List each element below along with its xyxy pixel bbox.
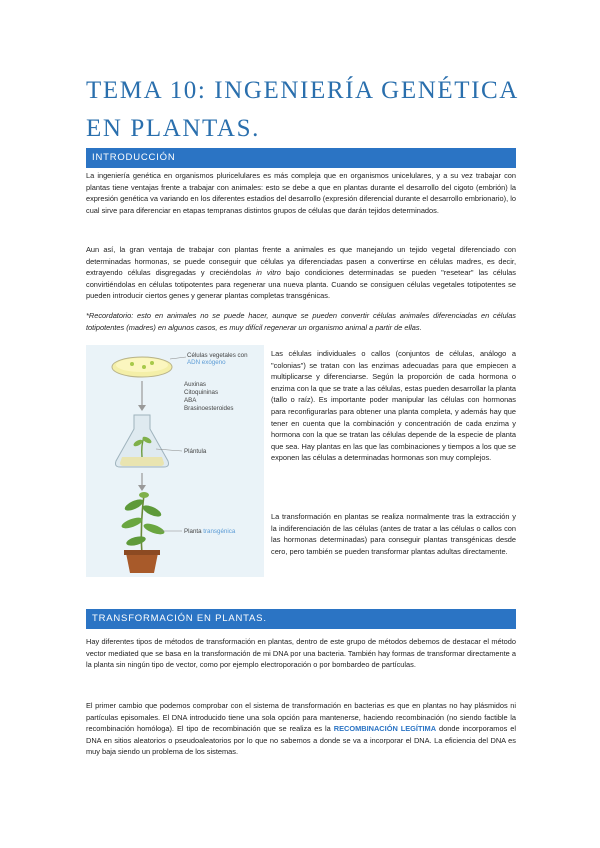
section-heading-transformacion: TRANSFORMACIÓN EN PLANTAS. [86, 609, 516, 629]
transform-paragraph-1: Hay diferentes tipos de métodos de transformación en plantas, dentro de este grupo de métodos debemos de destacar el método vector mediated que se basa en la transformación de mi DNA por una bacteria. También hay formas de transformar directamente a la planta sin ningún tipo de vector, como por ejemplo electroporación o por bombardeo de partículas. [86, 637, 516, 670]
callus-icon [150, 361, 154, 365]
callus-icon [130, 362, 134, 366]
intro-paragraph-2-a: Aun así, la gran ventaja de trabajar con plantas frente a animales es que manejando un tejido vegetal diferenciado con determinadas hormonas, se puede conseguir que células ya diferenciadas pasen a convertirse en células madres, es decir, extrayendo células disgregadas y creciéndolas [86, 245, 516, 278]
hormone-label: Auxinas [184, 381, 207, 388]
label-planta: Planta transgénica [184, 528, 236, 535]
callus-icon [142, 365, 146, 369]
hormone-label: Brasinoesteroides [184, 405, 234, 412]
label-dna: ADN exógeno [187, 359, 226, 366]
flower-pot-rim [124, 550, 160, 555]
recombinacion-legitima-highlight: RECOMBINACIÓN LEGÍTIMA [333, 724, 437, 734]
intro-paragraph-1: La ingeniería genética en organismos pluricelulares es más compleja que en organismos unicelulares, y a su vez trabajar con plantas tiene ventajas frente a trabajar con animales: esto se debe a que en plantas durante el desarrollo del cigoto (embrión) la expresión genética va variando en los diferentes estadios del desarrollo (expresión diferencial durante el desarrollo embrionario), lo cual sirve para diferenciar en etapas tempranas distintos grupos de células que darán tejidos determinados. [86, 171, 516, 215]
side-paragraph-2: La transformación en plantas se realiza normalmente tras la extracción y la indiferenciación de las células (antes de tratar a las células o callos con las hormonas determinadas) para conseguir plantas transgénicas desde cero, pero también se pueden transformar plantas adultas directamente. [271, 512, 516, 556]
petri-dish-medium [116, 358, 168, 372]
side-paragraph-1: Las células individuales o callos (conjuntos de células, análogo a "colonias") se tratan con las enzimas adecuadas para que empiecen a multiplicarse y diferenciarse. Según la proporción de cada hormona o enzima con la que se trate a las células, estas pueden desarrollar la planta (tallo o raíz). Es importante poder manipular las células con hormonas para reconfigurarlas para obtener una planta completa, y además hay que tener en cuenta que la combinación y concentración de cada enzima y hormona con la que se tratan las células depende de la especie de planta que sea. Hay plantas en las que las combinaciones y tiempos a los que se exponen las células a determinadas hormonas son muy complejos. [271, 349, 516, 463]
transform-paragraph-2-b: donde incorporamos el DNA en sitios aleatorios o pseudoaleatorios por lo que no sabemos a donde se va a incorporar el DNA. La eficiencia del DNA es muy baja siendo un problema de los sistemas. [86, 724, 516, 757]
flask-medium [120, 457, 164, 466]
plant-regeneration-figure [86, 345, 264, 577]
label-plantula: Plántula [184, 448, 207, 455]
plant-bud [139, 492, 149, 498]
label-cells: Células vegetales con [187, 352, 248, 359]
figure-illustration [86, 345, 264, 577]
figure-background [86, 345, 264, 577]
page-title: TEMA 10: INGENIERÍA GENÉTICA EN PLANTAS. [86, 77, 518, 142]
flower-pot-icon [126, 553, 158, 573]
transform-paragraph-2-a: El primer cambio que podemos comprobar con el sistema de transformación en bacterias es que en plantas no hay plásmidos ni partículas episomales. El DNA introducido tiene una sola opción para mantenerse, haciendo recombinación (no siendo factible la recombinación homóloga). El tipo de recombinación que se realiza es la [86, 701, 516, 734]
section-heading-introduccion: INTRODUCCIÓN [86, 148, 516, 168]
intro-paragraph-2-b: bajo condiciones determinadas se pueden "resetear" las células convirtiéndolas en células totipotentes para regenerar una nueva planta. Cuando se consiguen células vegetales totipotentes se pueden introducir ciertos genes y generar plantas completas transgénicas. [86, 268, 516, 301]
in-vitro-text: in vitro [256, 268, 281, 278]
hormone-label: Citoquininas [184, 389, 219, 396]
hormone-label: ABA [184, 397, 197, 404]
intro-paragraph-2 [86, 244, 516, 302]
reminder-note: *Recordatorio: esto en animales no se puede hacer, aunque se pueden convertir células animales diferenciadas en células totipotentes (madres) en algunos casos, es muy difícil regenerar un organismo animal a partir de ellas. [86, 311, 516, 332]
transform-paragraph-2 [86, 700, 516, 758]
